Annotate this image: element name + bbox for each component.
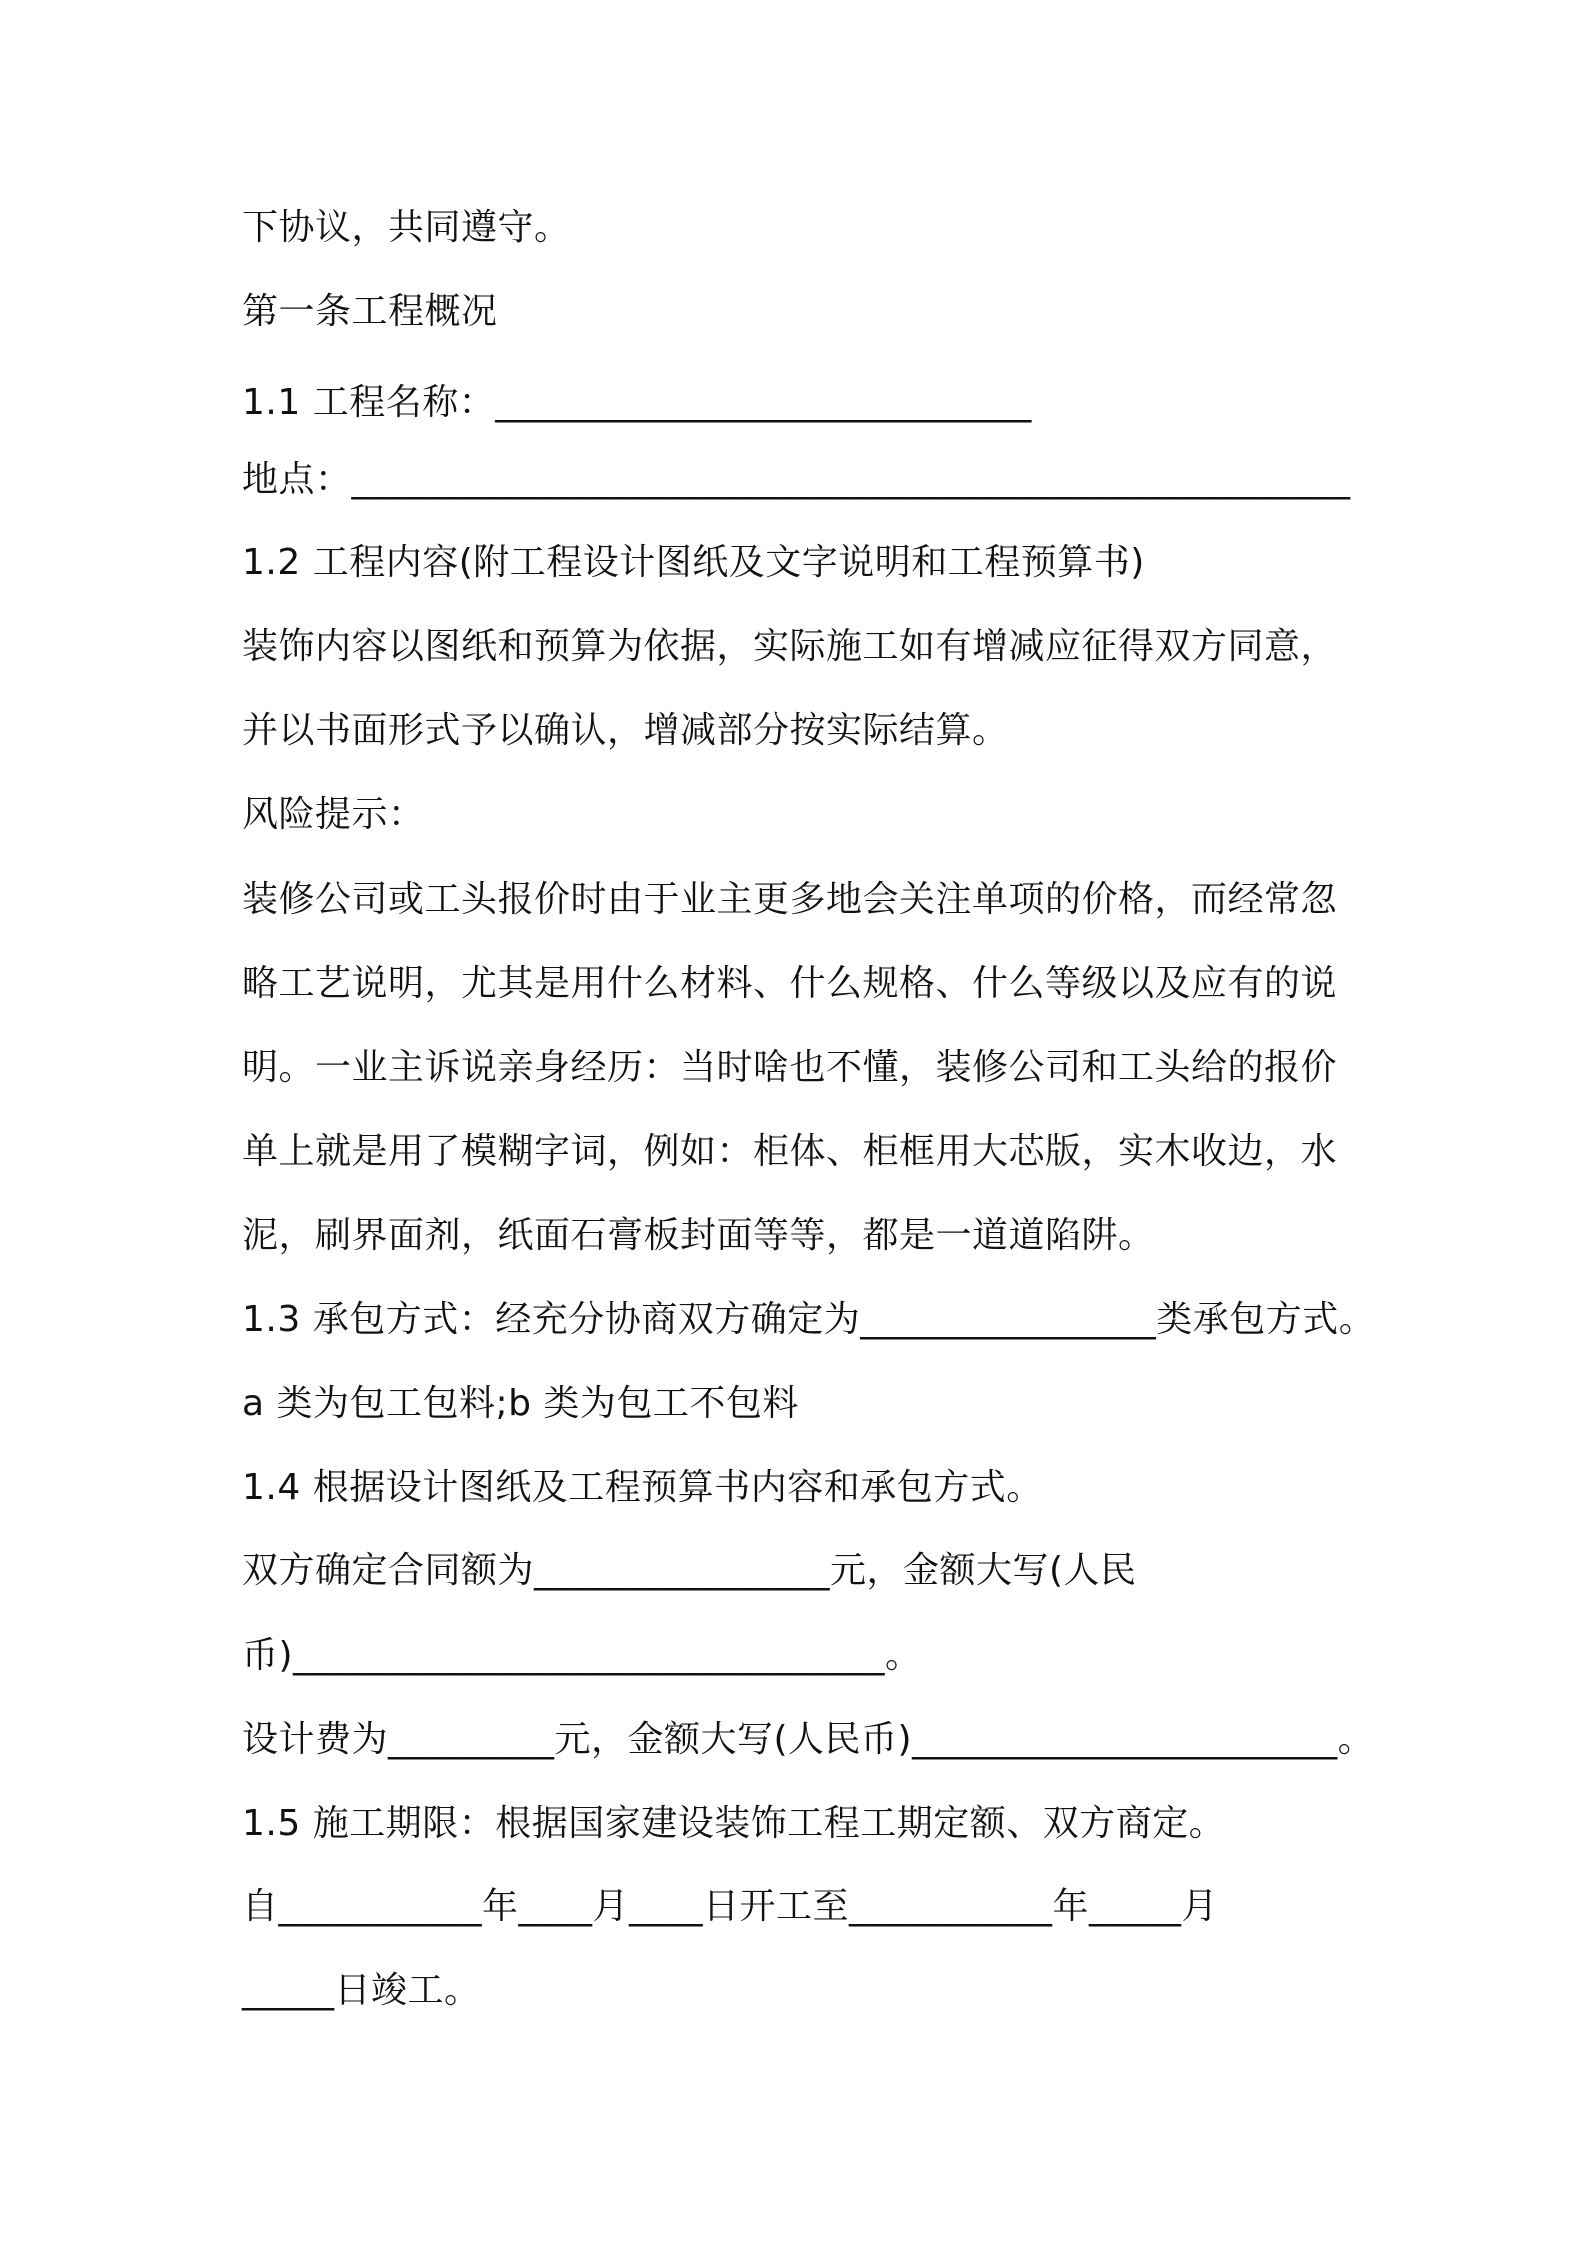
clause-1-5-construction-period: 1.5 施工期限：根据国家建设装饰工程工期定额、双方商定。 (242, 1803, 1226, 1844)
risk-notice-line-1: 装修公司或工头报价时由于业主更多地会关注单项的价格，而经常忽 (242, 879, 1338, 920)
risk-notice-heading: 风险提示： (242, 794, 425, 835)
risk-notice-line-5: 泥，刷界面剂，纸面石膏板封面等等，都是一道道陷阱。 (242, 1215, 1155, 1256)
paragraph-decoration-content-line-1: 装饰内容以图纸和预算为依据，实际施工如有增减应征得双方同意， (242, 626, 1338, 667)
clause-1-3-contract-method: 1.3 承包方式：经充分协商双方确定为________________类承包方式。 (242, 1299, 1376, 1340)
clause-location: 地点：______________________________________________________ (242, 459, 1351, 500)
construction-dates-line-1: 自___________年____月____日开工至___________年_____月 (242, 1886, 1219, 1927)
risk-notice-line-2: 略工艺说明，尤其是用什么材料、什么规格、什么等级以及应有的说 (242, 963, 1338, 1004)
risk-notice-line-3: 明。一业主诉说亲身经历：当时啥也不懂，装修公司和工头给的报价 (242, 1047, 1338, 1088)
clause-1-2-project-content: 1.2 工程内容(附工程设计图纸及文字说明和工程预算书) (242, 542, 1145, 583)
contract-type-options: a 类为包工包料;b 类为包工不包料 (242, 1383, 799, 1424)
risk-notice-line-4: 单上就是用了模糊字词，例如：柜体、柜框用大芯版，实木收边，水 (242, 1131, 1338, 1172)
section-heading-project-overview: 第一条工程概况 (242, 291, 498, 332)
contract-amount-line-2: 币)________________________________。 (242, 1635, 922, 1676)
paragraph-agreement-end: 下协议，共同遵守。 (242, 207, 571, 248)
design-fee-line: 设计费为_________元，金额大写(人民币)_______________________。 (242, 1719, 1375, 1760)
contract-amount-line-1: 双方确定合同额为________________元，金额大写(人民 (242, 1550, 1137, 1591)
clause-1-1-project-name: 1.1 工程名称：_____________________________ (242, 382, 1032, 423)
construction-dates-line-2: _____日竣工。 (242, 1970, 481, 2011)
clause-1-4-contract-basis: 1.4 根据设计图纸及工程预算书内容和承包方式。 (242, 1467, 1043, 1508)
paragraph-decoration-content-line-2: 并以书面形式予以确认，增减部分按实际结算。 (242, 710, 1009, 751)
